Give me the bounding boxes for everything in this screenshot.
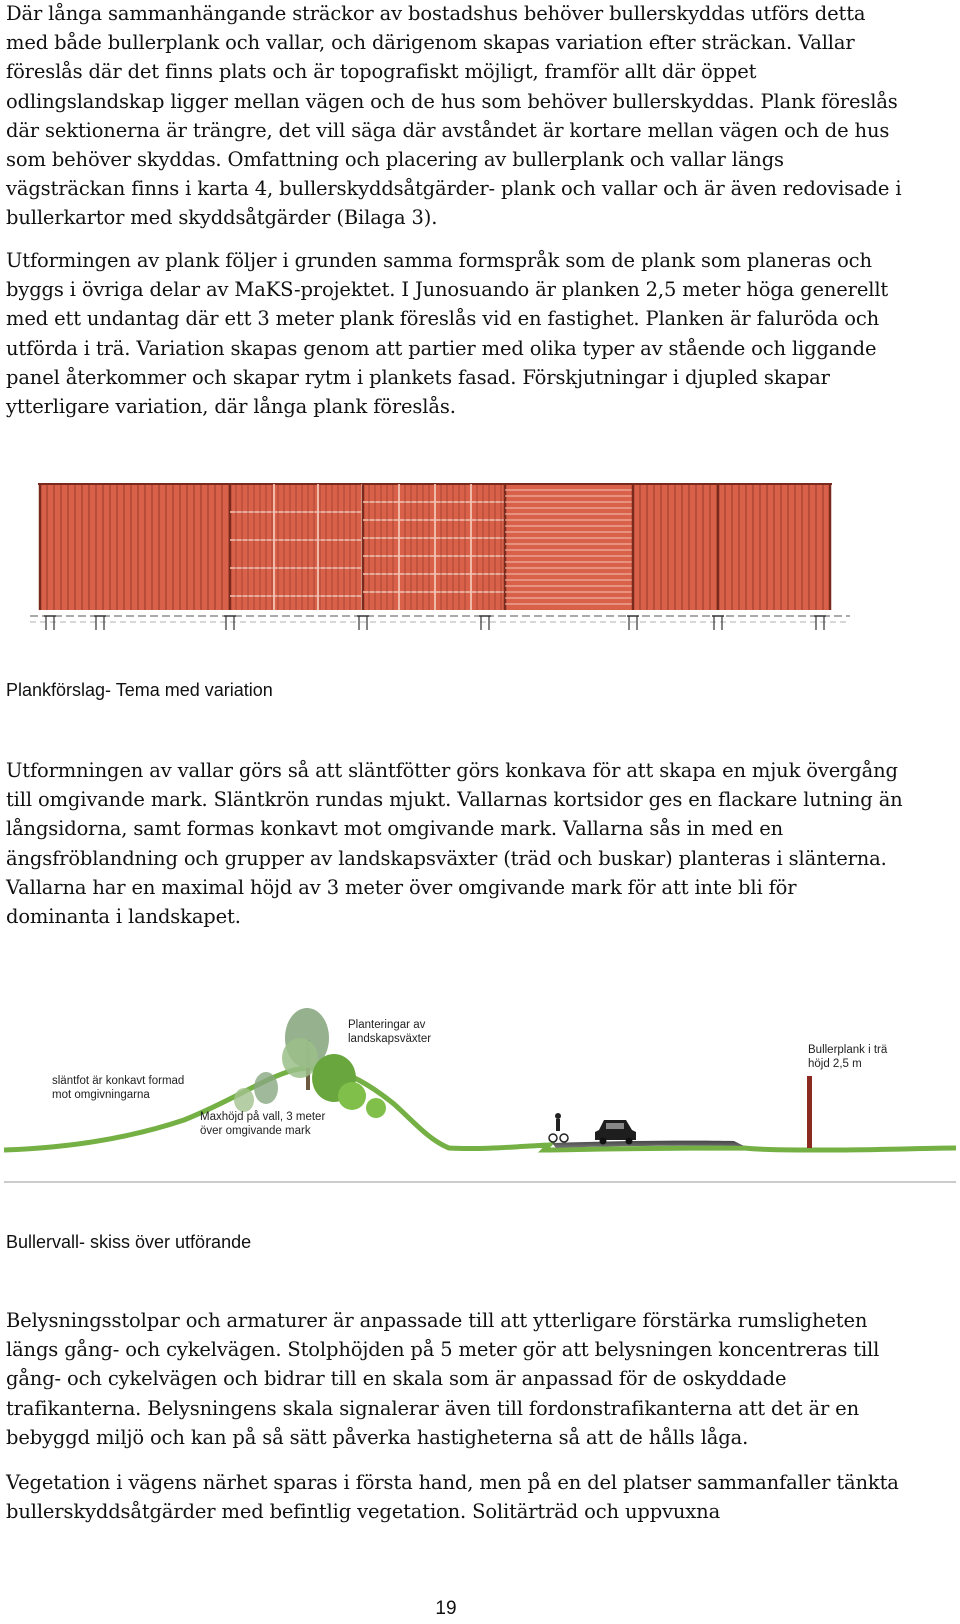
cyclist-icon xyxy=(549,1113,568,1142)
embankment-section-figure xyxy=(4,1000,956,1190)
paragraph-lighting: Belysningsstolpar och armaturer är anpassade till att ytterligare förstärka rumsligheten längs gång- och cykelvägen. Stolphöjden på 5 meter gör att belysningen koncentreras till gång- och cykelvägen och bidrar till en skala som är anpassad för de oskyddade trafikanterna. Belysningens skala signalerar även till fordonstrafikanterna att det är en bebyggd miljö och kan på så sätt påverka hastigheterna så att de hålls låga. xyxy=(6,1309,880,1449)
wooden-noise-fence xyxy=(807,1076,812,1148)
paragraph-embankment-design: Utformningen av vallar görs så att släntfötter görs konkava för att skapa en mjuk övergång till omgivande mark. Släntkrön rundas mjukt. Vallarnas kortsidor ges en flackare lutning än långsidorna, samt formas konkavt mot omgivande mark. Vallarna sås in med en ängsfröblandning och grupper av landskapsväxter (träd och buskar) planteras i slänterna. Vallarna har en maximal höjd av 3 meter över omgivande mark för att inte bli för dominanta i landskapet. xyxy=(6,759,903,929)
label-max-height-2: över omgivande mark xyxy=(200,1125,311,1137)
plank-elevation-figure xyxy=(30,480,860,650)
paragraph-vegetation: Vegetation i vägens närhet sparas i första hand, men på en del platser sammanfaller tänkta bullerskyddsåtgärder med befintlig vegetation. Solitärträd och uppvuxna xyxy=(6,1471,899,1524)
figure-caption-embankment: Bullervall- skiss över utförande xyxy=(6,1232,252,1252)
label-toe-1: släntfot är konkavt formad xyxy=(52,1075,185,1087)
car-icon xyxy=(595,1120,636,1145)
label-max-height-1: Maxhöjd på vall, 3 meter xyxy=(200,1111,326,1123)
page-number: 19 xyxy=(435,1598,457,1619)
figure-caption-plank: Plankförslag- Tema med variation xyxy=(6,680,273,700)
paragraph-plank-design: Utformingen av plank följer i grunden samma formspråk som de plank som planeras och byggs i övriga delar av MaKS-projektet. I Junosuando är planken 2,5 meter höga generellt med ett undantag där ett 3 meter plank föreslås vid en fastighet. Planken är faluröda och utförda i trä. Variation skapas genom att partier med olika typer av stående och liggande panel återkommer och skapar rytm i plankets fasad. Förskjutningar i djupled skapar ytterligare variation, där långa plank föreslås. xyxy=(6,249,889,419)
label-plantings-1: Planteringar av xyxy=(348,1019,426,1031)
label-toe-2: mot omgivningarna xyxy=(52,1089,150,1101)
label-fence-1: Bullerplank i trä xyxy=(808,1044,888,1056)
paragraph-noise-barriers: Där långa sammanhängande sträckor av bostadshus behöver bullerskyddas utförs detta med både bullerplank och vallar, och därigenom skapas variation efter sträckan. Vallar föreslås där det finns plats och är topografiskt möjligt, framför allt där öppet odlingslandskap ligger mellan vägen och de hus som behöver bullerskyddas. Plank föreslås där sektionerna är trängre, det vill säga där avståndet är kortare mellan vägen och de hus som behöver skyddas. Omfattning och placering av bullerplank och vallar längs vägsträckan finns i karta 4, bullerskyddsåtgärder- plank och vallar och är även redovisade i bullerkartor med skyddsåtgärder (Bilaga 3). xyxy=(6,2,902,230)
label-plantings-2: landskapsväxter xyxy=(348,1033,432,1045)
label-fence-2: höjd 2,5 m xyxy=(808,1058,862,1070)
